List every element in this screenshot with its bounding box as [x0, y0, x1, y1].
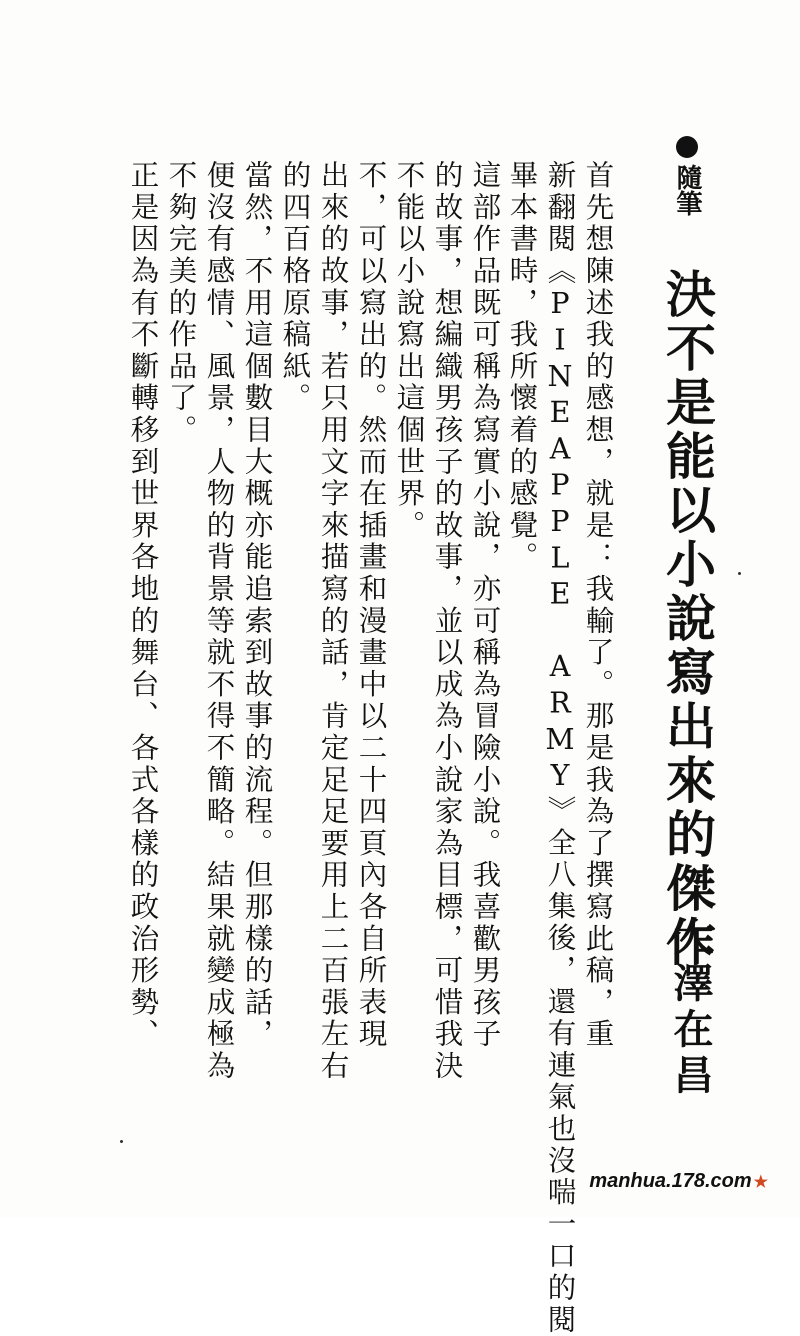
- body-column-4: 這部作品既可稱為寫實小說，亦可稱為冒險小說。我喜歡男孩子: [468, 160, 502, 1051]
- body-column-13: 正是因為有不斷轉移到世界各地的舞台、各式各樣的政治形勢、: [126, 160, 160, 1051]
- body-column-11: 便沒有感情、風景，人物的背景等就不得不簡略。結果就變成極為: [202, 160, 236, 1083]
- paper-speck: [120, 1140, 123, 1143]
- watermark-text: manhua.178.com: [589, 1170, 752, 1192]
- paper-speck: [738, 572, 741, 575]
- body-column-8: 出來的故事，若只用文字來描寫的話，肯定足足要用上二百張左右: [316, 160, 350, 1083]
- body-column-9: 的四百格原稿紙。: [278, 160, 312, 415]
- author-name: 大澤在昌: [667, 916, 714, 1100]
- essay-title: 決不是能以小說寫出來的傑作: [658, 268, 717, 970]
- body-column-10: 當然，不用這個數目大概亦能追索到故事的流程。但那樣的話，: [240, 160, 274, 1051]
- body-column-12: 不夠完美的作品了。: [164, 160, 198, 447]
- body-column-2: 新翻閱《PINEAPPLE ARMY》全八集後，還有連氣也沒喘一口的閱: [543, 160, 577, 1336]
- star-icon: ★: [753, 1173, 768, 1191]
- watermark: [589, 1170, 768, 1193]
- body-column-7: 不，可以寫出的。然而在插畫和漫畫中以二十四頁內各自所表現: [354, 160, 388, 1051]
- section-label: 隨筆: [672, 164, 702, 216]
- section-heading: [662, 136, 712, 256]
- body-column-1: 首先想陳述我的感想，就是：我輸了。那是我為了撰寫此稿，重: [581, 160, 615, 1051]
- body-column-5: 的故事，想編織男孩子的故事，並以成為小說家為目標，可惜我決: [430, 160, 464, 1083]
- body-column-3: 畢本書時，我所懷着的感覺。: [505, 160, 539, 574]
- body-column-6: 不能以小說寫出這個世界。: [392, 160, 426, 542]
- bullet-icon: [676, 136, 698, 158]
